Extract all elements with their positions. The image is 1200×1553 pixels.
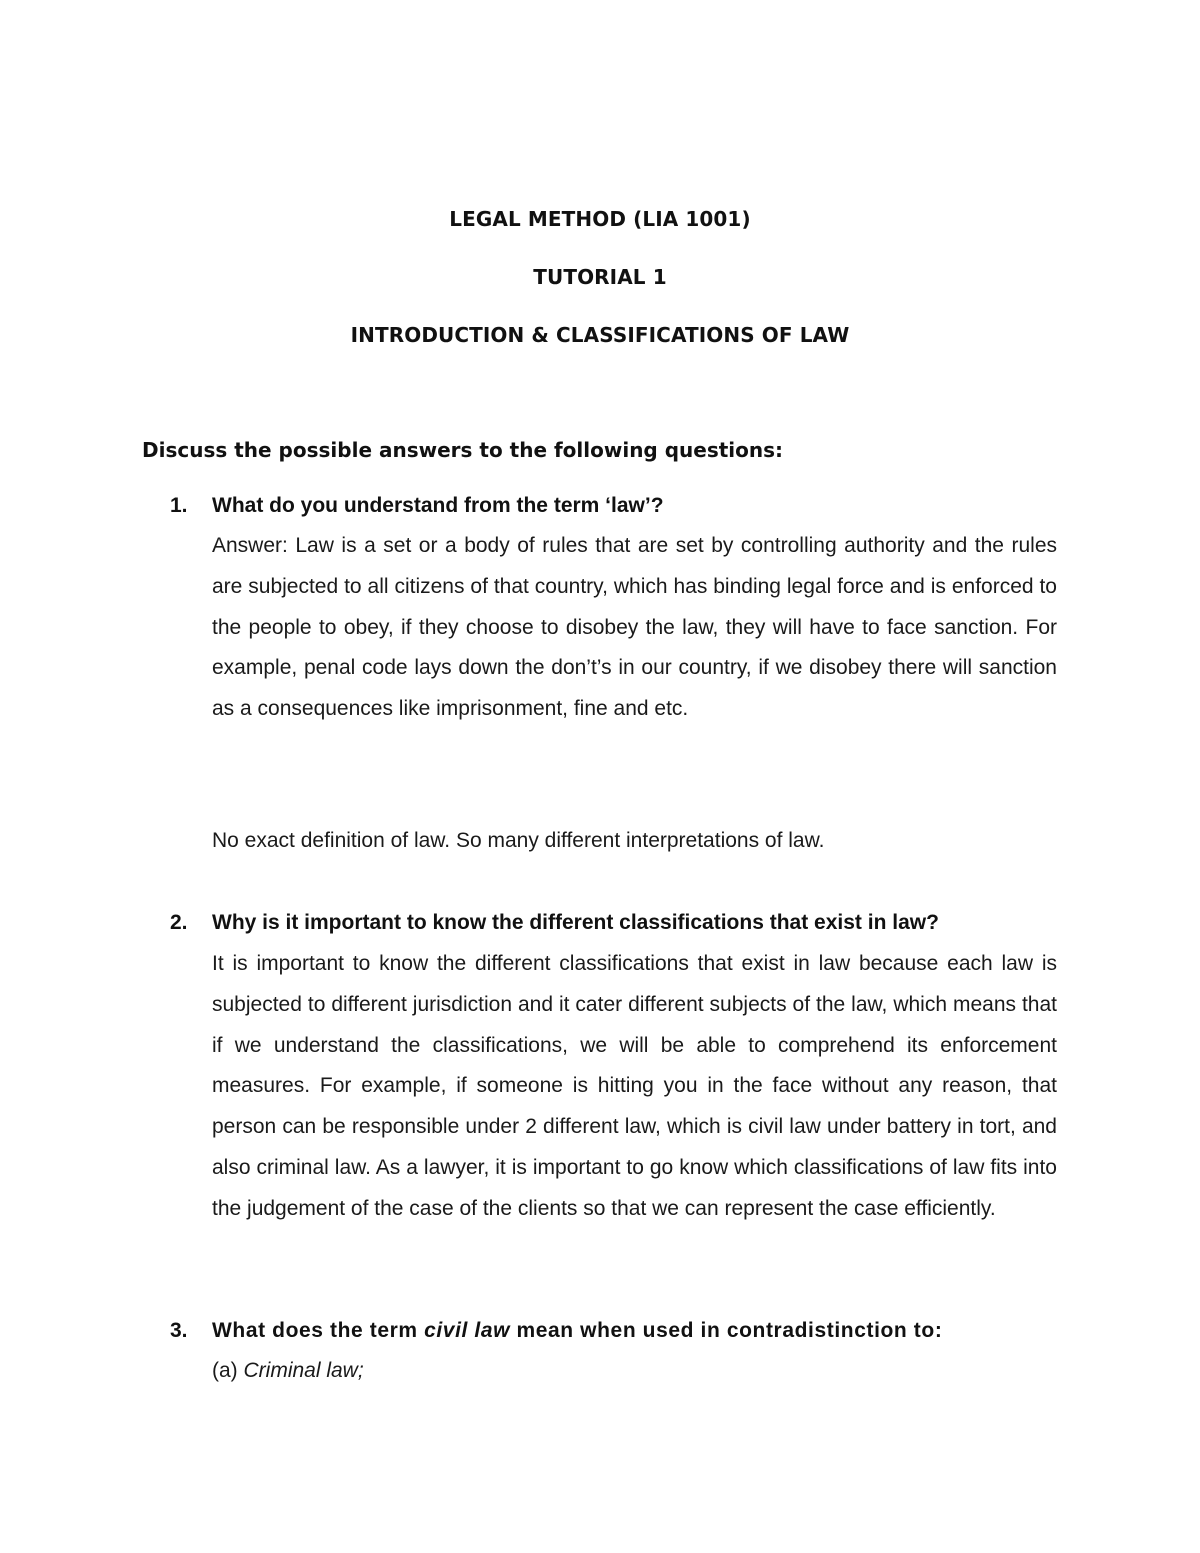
question-2-answer: It is important to know the different classifications that exist in law because each law is subjected to different jurisdiction and it cater different subjects of the law, which means that if we understand the classifications, we will be able to comprehend its enforcement measures. For example, if someone is hitting you in the face without any reason, that person can be responsible under 2 different law, which is civil law under battery in tort, and also criminal law. As a lawyer, it is important to go know which classifications of law fits into the judgement of the case of the clients so that we can represent the case efficiently.: [212, 952, 1057, 1220]
topic-title: INTRODUCTION & CLASSIFICATIONS OF LAW: [350, 323, 850, 347]
question-1-note: No exact definition of law. So many different interpretations of law.: [212, 829, 825, 852]
question-3-text-italic: civil law: [424, 1319, 511, 1342]
question-3-text-after: mean when used in contradistinction to:: [510, 1319, 943, 1342]
question-3-sub-item-a: [212, 1359, 364, 1383]
tutorial-title: TUTORIAL 1: [533, 265, 667, 289]
question-3-text: [212, 1319, 942, 1343]
sub-item-label: (a): [212, 1359, 244, 1382]
question-3-number: 3.: [170, 1319, 188, 1342]
question-3-text-before: What does the term: [212, 1319, 425, 1342]
question-1-answer: Answer: Law is a set or a body of rules that are set by controlling authority and the rules are subjected to all citizens of that country, which has binding legal force and is enforced to the people to obey, if they choose to disobey the law, they will have to face sanction. For example, penal code lays down the don’t’s in our country, if we disobey there will sanction as a consequences like imprisonment, fine and etc.: [212, 534, 1057, 721]
sub-item-text: Criminal law;: [243, 1359, 364, 1382]
question-2-number: 2.: [170, 911, 188, 934]
question-1-number: 1.: [170, 494, 188, 517]
course-title: LEGAL METHOD (LIA 1001): [449, 207, 751, 231]
instruction-text: Discuss the possible answers to the following questions:: [142, 438, 784, 462]
question-1-text: What do you understand from the term ‘law’?: [212, 494, 664, 517]
question-2-text: Why is it important to know the different classifications that exist in law?: [212, 911, 939, 934]
